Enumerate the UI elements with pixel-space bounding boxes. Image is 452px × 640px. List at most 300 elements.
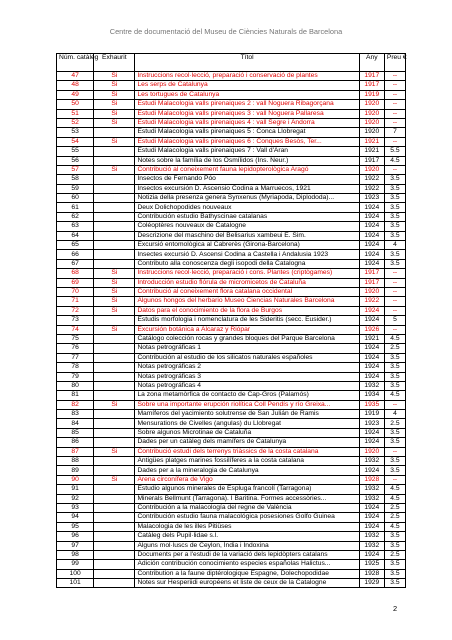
- cell-title: Notes sur Hesperiidi européens et liste de ceux de la Catalogne: [135, 579, 359, 588]
- cell-exhausted: [94, 231, 135, 240]
- cell-title: Excursió entomològica al Cabrerès (Girona-Barcelona): [135, 241, 359, 250]
- table-row: [57, 90, 406, 99]
- cell-title: Estudi Malacologia valls pirenaiques 6 : Conques Besòs, Ter...: [135, 137, 359, 146]
- cell-title: Notas petrográficas 4: [135, 381, 359, 390]
- cell-exhausted: Si: [94, 475, 135, 484]
- cell-exhausted: [94, 494, 135, 503]
- table-row: [57, 400, 406, 409]
- cell-year: 1924: [359, 250, 384, 259]
- cell-catalog-number: 68: [57, 269, 94, 278]
- table-row: [57, 428, 406, 437]
- cell-catalog-number: 96: [57, 532, 94, 541]
- cell-price: 3.5: [384, 532, 405, 541]
- cell-exhausted: [94, 334, 135, 343]
- cell-price: 3.5: [384, 194, 405, 203]
- catalog-table-body: [57, 72, 406, 588]
- cell-price: 2.5: [384, 550, 405, 559]
- cell-year: 1917: [359, 156, 384, 165]
- cell-exhausted: [94, 212, 135, 221]
- cell-title: Les tortugues de Catalunya: [135, 90, 359, 99]
- table-row: [57, 175, 406, 184]
- cell-year: 1934: [359, 391, 384, 400]
- cell-title: Dades per a la mineralogia de Catalunya: [135, 466, 359, 475]
- table-row: [57, 344, 406, 353]
- cell-price: 5: [384, 316, 405, 325]
- table-row: [57, 316, 406, 325]
- table-row: [57, 522, 406, 531]
- cell-price: 4.5: [384, 522, 405, 531]
- cell-catalog-number: 60: [57, 194, 94, 203]
- cell-title: Sobre algunos Microtinae de Cataluña: [135, 428, 359, 437]
- cell-price: --: [384, 325, 405, 334]
- cell-catalog-number: 65: [57, 241, 94, 250]
- cell-title: Alguns mol·luscs de Ceylon, Índia i Indoxina: [135, 541, 359, 550]
- cell-catalog-number: 74: [57, 325, 94, 334]
- cell-year: 1922: [359, 184, 384, 193]
- cell-catalog-number: 83: [57, 410, 94, 419]
- cell-catalog-number: 54: [57, 137, 94, 146]
- cell-title: Insectos excursión D. Ascensio Codina a Marruecos, 1921: [135, 184, 359, 193]
- cell-price: 3.5: [384, 175, 405, 184]
- cell-price: --: [384, 100, 405, 109]
- cell-catalog-number: 79: [57, 372, 94, 381]
- cell-title: Notas petrográficas 1: [135, 344, 359, 353]
- cell-title: Malacologia de les illes Pitiüses: [135, 522, 359, 531]
- cell-catalog-number: 84: [57, 419, 94, 428]
- cell-year: 1932: [359, 541, 384, 550]
- table-row: [57, 513, 406, 522]
- cell-catalog-number: 87: [57, 447, 94, 456]
- cell-exhausted: [94, 381, 135, 390]
- cell-catalog-number: 93: [57, 503, 94, 512]
- cell-title: Contribution a la faune diptérologique Espagne, Dolechopodidae: [135, 569, 359, 578]
- cell-exhausted: [94, 550, 135, 559]
- cell-price: --: [384, 118, 405, 127]
- cell-catalog-number: 101: [57, 579, 94, 588]
- cell-title: Notes sobre la família de los Osmílidos (Ins. Neur.): [135, 156, 359, 165]
- cell-year: 1924: [359, 550, 384, 559]
- cell-year: 1923: [359, 419, 384, 428]
- column-header-catalog-number: Núm. catàleg: [57, 54, 94, 72]
- cell-exhausted: [94, 541, 135, 550]
- cell-exhausted: [94, 222, 135, 231]
- table-header-row: [57, 54, 406, 72]
- cell-year: 1924: [359, 241, 384, 250]
- cell-catalog-number: 71: [57, 297, 94, 306]
- cell-title: Contribución estudio fauna malacológica posesiones Golfo Guinea: [135, 513, 359, 522]
- cell-price: 2.5: [384, 503, 405, 512]
- cell-title: Estudi Malacologia valls pirenaiques 5 : Conca Llobregat: [135, 128, 359, 137]
- cell-price: 3.5: [384, 579, 405, 588]
- column-header-exhausted: Exhaurit: [94, 54, 135, 72]
- cell-title: Catàleg dels Pupil·lidae s.l.: [135, 532, 359, 541]
- cell-catalog-number: 99: [57, 560, 94, 569]
- table-row: [57, 381, 406, 390]
- cell-catalog-number: 53: [57, 128, 94, 137]
- cell-catalog-number: 48: [57, 81, 94, 90]
- cell-year: 1935: [359, 400, 384, 409]
- cell-year: 1924: [359, 231, 384, 240]
- cell-exhausted: Si: [94, 297, 135, 306]
- column-header-price: Preu €: [384, 54, 405, 72]
- cell-exhausted: [94, 353, 135, 362]
- cell-year: 1928: [359, 475, 384, 484]
- cell-price: 3.5: [384, 259, 405, 268]
- table-row: [57, 203, 406, 212]
- cell-year: 1919: [359, 90, 384, 99]
- cell-price: --: [384, 109, 405, 118]
- cell-exhausted: [94, 438, 135, 447]
- cell-catalog-number: 98: [57, 550, 94, 559]
- cell-year: 1924: [359, 428, 384, 437]
- cell-price: 5.5: [384, 147, 405, 156]
- cell-title: Sobre una importante erupción riolítica Coll Pendís y río Greixa...: [135, 400, 359, 409]
- table-row: [57, 372, 406, 381]
- cell-catalog-number: 63: [57, 222, 94, 231]
- cell-year: 1928: [359, 569, 384, 578]
- cell-year: 1921: [359, 334, 384, 343]
- cell-exhausted: Si: [94, 447, 135, 456]
- cell-year: 1924: [359, 212, 384, 221]
- table-row: [57, 569, 406, 578]
- cell-title: Deux Dolichopodides nouveaux: [135, 203, 359, 212]
- cell-title: Notizia della presenza genera Synxenus (Myriapoda, Diplododa)...: [135, 194, 359, 203]
- cell-title: La zona metamòrfica de contacto de Cap-Gros (Palamós): [135, 391, 359, 400]
- cell-year: 1917: [359, 278, 384, 287]
- cell-year: 1924: [359, 353, 384, 362]
- cell-price: 3.5: [384, 541, 405, 550]
- cell-year: 1920: [359, 128, 384, 137]
- cell-title: Excursión botánica a Alcaraz y Riópar: [135, 325, 359, 334]
- table-row: [57, 259, 406, 268]
- cell-price: 4.5: [384, 494, 405, 503]
- cell-price: 4: [384, 410, 405, 419]
- cell-exhausted: Si: [94, 287, 135, 296]
- cell-exhausted: [94, 194, 135, 203]
- cell-year: 1924: [359, 203, 384, 212]
- table-row: [57, 81, 406, 90]
- cell-year: 1924: [359, 306, 384, 315]
- table-row: [57, 475, 406, 484]
- cell-catalog-number: 94: [57, 513, 94, 522]
- table-row: [57, 447, 406, 456]
- cell-catalog-number: 58: [57, 175, 94, 184]
- cell-exhausted: [94, 532, 135, 541]
- cell-price: --: [384, 287, 405, 296]
- cell-catalog-number: 59: [57, 184, 94, 193]
- cell-exhausted: Si: [94, 118, 135, 127]
- table-row: [57, 278, 406, 287]
- cell-year: 1922: [359, 175, 384, 184]
- catalog-table: [56, 53, 406, 588]
- cell-exhausted: Si: [94, 400, 135, 409]
- cell-title: Estudi Malacologia valls pirenaiques 3 : vall Noguera Pallaresa: [135, 109, 359, 118]
- cell-catalog-number: 100: [57, 569, 94, 578]
- cell-year: 1917: [359, 81, 384, 90]
- cell-catalog-number: 90: [57, 475, 94, 484]
- table-row: [57, 231, 406, 240]
- cell-price: --: [384, 137, 405, 146]
- cell-title: Introducción estudio flórula de micromicetos de Cataluña: [135, 278, 359, 287]
- cell-title: Estudi Malacologia valls pirenaiques 4 : vall Segre i Andorra: [135, 118, 359, 127]
- cell-year: 1924: [359, 363, 384, 372]
- cell-year: 1924: [359, 372, 384, 381]
- cell-price: 3.5: [384, 569, 405, 578]
- table-row: [57, 503, 406, 512]
- table-row: [57, 419, 406, 428]
- cell-exhausted: [94, 569, 135, 578]
- column-header-year: Any: [359, 54, 384, 72]
- cell-price: 3.5: [384, 184, 405, 193]
- cell-exhausted: [94, 579, 135, 588]
- table-row: [57, 137, 406, 146]
- cell-year: 1923: [359, 194, 384, 203]
- cell-catalog-number: 49: [57, 90, 94, 99]
- column-header-title: Títol: [135, 54, 359, 72]
- cell-exhausted: Si: [94, 165, 135, 174]
- cell-catalog-number: 64: [57, 231, 94, 240]
- cell-exhausted: [94, 128, 135, 137]
- cell-exhausted: [94, 184, 135, 193]
- cell-catalog-number: 97: [57, 541, 94, 550]
- cell-year: 1922: [359, 297, 384, 306]
- table-row: [57, 438, 406, 447]
- cell-year: 1920: [359, 100, 384, 109]
- cell-year: 1924: [359, 522, 384, 531]
- cell-catalog-number: 80: [57, 381, 94, 390]
- cell-catalog-number: 77: [57, 353, 94, 362]
- cell-title: Contribución al estudio de los silicatos naturales españoles: [135, 353, 359, 362]
- cell-exhausted: [94, 428, 135, 437]
- cell-title: Antigües platges marines fossilíferes a la costa catalana: [135, 457, 359, 466]
- cell-year: 1920: [359, 118, 384, 127]
- cell-catalog-number: 61: [57, 203, 94, 212]
- cell-exhausted: [94, 560, 135, 569]
- cell-title: Estudio algunos minerales de Espluga francolí (Tarragona): [135, 485, 359, 494]
- cell-exhausted: [94, 466, 135, 475]
- table-row: [57, 466, 406, 475]
- cell-price: --: [384, 81, 405, 90]
- cell-catalog-number: 95: [57, 522, 94, 531]
- table-row: [57, 560, 406, 569]
- cell-price: 2.5: [384, 419, 405, 428]
- cell-price: --: [384, 475, 405, 484]
- cell-year: 1921: [359, 147, 384, 156]
- cell-title: Arena circonífera de Vigo: [135, 475, 359, 484]
- cell-year: 1920: [359, 109, 384, 118]
- cell-price: 3.5: [384, 250, 405, 259]
- table-row: [57, 109, 406, 118]
- cell-exhausted: [94, 457, 135, 466]
- cell-price: 2.5: [384, 344, 405, 353]
- cell-catalog-number: 76: [57, 344, 94, 353]
- cell-title: Catálogo colección rocas y grandes bloques del Parque Barcelona: [135, 334, 359, 343]
- table-row: [57, 334, 406, 343]
- cell-exhausted: [94, 391, 135, 400]
- table-row: [57, 287, 406, 296]
- cell-title: Datos para el conocimiento de la flora de Burgos: [135, 306, 359, 315]
- cell-title: Algunos hongos del herbario Museo Ciencias Naturales Barcelona: [135, 297, 359, 306]
- table-row: [57, 194, 406, 203]
- cell-title: Mamíferos del yacimiento solutrense de San Julián de Ramis: [135, 410, 359, 419]
- cell-catalog-number: 62: [57, 212, 94, 221]
- cell-title: Descrizione del maschino del Belisarius xambeui E. Sim.: [135, 231, 359, 240]
- cell-title: Contribució estudi dels terrenys triàssics de la costa catalana: [135, 447, 359, 456]
- cell-price: --: [384, 90, 405, 99]
- table-row: [57, 269, 406, 278]
- cell-exhausted: [94, 175, 135, 184]
- cell-year: 1920: [359, 287, 384, 296]
- cell-exhausted: [94, 156, 135, 165]
- cell-exhausted: [94, 503, 135, 512]
- cell-year: 1917: [359, 269, 384, 278]
- cell-catalog-number: 67: [57, 259, 94, 268]
- table-row: [57, 118, 406, 127]
- cell-catalog-number: 70: [57, 287, 94, 296]
- cell-year: 1924: [359, 438, 384, 447]
- cell-price: 3.5: [384, 363, 405, 372]
- cell-price: --: [384, 297, 405, 306]
- cell-year: 1919: [359, 410, 384, 419]
- table-row: [57, 391, 406, 400]
- cell-price: 3.5: [384, 428, 405, 437]
- cell-catalog-number: 73: [57, 316, 94, 325]
- cell-year: 1932: [359, 532, 384, 541]
- table-row: [57, 72, 406, 81]
- cell-exhausted: Si: [94, 72, 135, 81]
- cell-price: 3.5: [384, 231, 405, 240]
- cell-price: 3.5: [384, 381, 405, 390]
- table-row: [57, 410, 406, 419]
- cell-title: Contribució al coneixement fauna lepidopterològica Aragó: [135, 165, 359, 174]
- cell-exhausted: [94, 241, 135, 250]
- cell-price: 3.5: [384, 457, 405, 466]
- cell-year: 1917: [359, 72, 384, 81]
- cell-title: Insectos de Fernando Póo: [135, 175, 359, 184]
- cell-price: 3.5: [384, 222, 405, 231]
- cell-catalog-number: 81: [57, 391, 94, 400]
- cell-price: 4: [384, 241, 405, 250]
- cell-exhausted: [94, 410, 135, 419]
- cell-catalog-number: 55: [57, 147, 94, 156]
- cell-title: Adición contribución conocimiento especies españolas Halictus...: [135, 560, 359, 569]
- cell-exhausted: [94, 419, 135, 428]
- cell-catalog-number: 50: [57, 100, 94, 109]
- cell-price: 3.5: [384, 212, 405, 221]
- cell-title: Coléoptères nouveaux de Catalogne: [135, 222, 359, 231]
- cell-title: Instruccions recol·lecció, preparació i conservació de plantes: [135, 72, 359, 81]
- cell-year: 1932: [359, 381, 384, 390]
- cell-year: 1924: [359, 222, 384, 231]
- cell-price: 2.5: [384, 513, 405, 522]
- cell-exhausted: [94, 316, 135, 325]
- cell-catalog-number: 56: [57, 156, 94, 165]
- cell-title: Instruccions recol·lecció, preparació i cons. Plantes (criptògames): [135, 269, 359, 278]
- cell-year: 1932: [359, 485, 384, 494]
- table-row: [57, 241, 406, 250]
- cell-catalog-number: 82: [57, 400, 94, 409]
- table-row: [57, 457, 406, 466]
- cell-catalog-number: 86: [57, 438, 94, 447]
- cell-title: Contribución a la malacología del regne de València: [135, 503, 359, 512]
- table-row: [57, 222, 406, 231]
- cell-exhausted: [94, 513, 135, 522]
- cell-price: 4.5: [384, 391, 405, 400]
- cell-year: 1920: [359, 447, 384, 456]
- cell-exhausted: [94, 522, 135, 531]
- cell-year: 1926: [359, 325, 384, 334]
- cell-title: Les serps de Catalunya: [135, 81, 359, 90]
- cell-catalog-number: 75: [57, 334, 94, 343]
- cell-price: 4.5: [384, 334, 405, 343]
- cell-year: 1921: [359, 137, 384, 146]
- table-row: [57, 541, 406, 550]
- cell-title: Minerals Bellmunt (Tarragona). I Baritina. Formes accessòries...: [135, 494, 359, 503]
- cell-price: --: [384, 400, 405, 409]
- cell-exhausted: [94, 203, 135, 212]
- table-row: [57, 212, 406, 221]
- cell-title: Dades per un catàleg dels mamífers de Catalunya: [135, 438, 359, 447]
- cell-year: 1920: [359, 165, 384, 174]
- cell-price: --: [384, 306, 405, 315]
- cell-exhausted: Si: [94, 325, 135, 334]
- table-row: [57, 165, 406, 174]
- table-row: [57, 363, 406, 372]
- cell-price: 3.5: [384, 466, 405, 475]
- cell-catalog-number: 66: [57, 250, 94, 259]
- table-row: [57, 184, 406, 193]
- cell-title: Notas petrográficas 3: [135, 372, 359, 381]
- table-row: [57, 128, 406, 137]
- cell-year: 1924: [359, 344, 384, 353]
- cell-year: 1924: [359, 259, 384, 268]
- cell-price: --: [384, 447, 405, 456]
- cell-catalog-number: 85: [57, 428, 94, 437]
- cell-exhausted: [94, 250, 135, 259]
- cell-exhausted: Si: [94, 278, 135, 287]
- cell-title: Mensurations de Civelles (angulas) du Llobregat: [135, 419, 359, 428]
- cell-exhausted: Si: [94, 100, 135, 109]
- cell-title: Insectes excursió D. Ascensi Codina a Castella i Andalusia 1923: [135, 250, 359, 259]
- cell-exhausted: Si: [94, 269, 135, 278]
- cell-price: 4.5: [384, 156, 405, 165]
- cell-year: 1924: [359, 513, 384, 522]
- cell-catalog-number: 52: [57, 118, 94, 127]
- cell-catalog-number: 92: [57, 494, 94, 503]
- table-row: [57, 353, 406, 362]
- cell-year: 1932: [359, 457, 384, 466]
- table-row: [57, 156, 406, 165]
- cell-exhausted: Si: [94, 137, 135, 146]
- table-row: [57, 250, 406, 259]
- cell-price: 3.5: [384, 353, 405, 362]
- cell-exhausted: Si: [94, 90, 135, 99]
- cell-price: 3.5: [384, 203, 405, 212]
- cell-price: --: [384, 165, 405, 174]
- cell-price: 3.5: [384, 372, 405, 381]
- cell-catalog-number: 47: [57, 72, 94, 81]
- cell-catalog-number: 78: [57, 363, 94, 372]
- cell-price: 3.5: [384, 438, 405, 447]
- cell-exhausted: [94, 259, 135, 268]
- table-row: [57, 579, 406, 588]
- cell-catalog-number: 88: [57, 457, 94, 466]
- table-row: [57, 550, 406, 559]
- cell-exhausted: [94, 485, 135, 494]
- table-row: [57, 306, 406, 315]
- cell-exhausted: [94, 363, 135, 372]
- cell-title: Estudi Malacologia valls pirenaiques 2 : vall Noguera Ribagorçana: [135, 100, 359, 109]
